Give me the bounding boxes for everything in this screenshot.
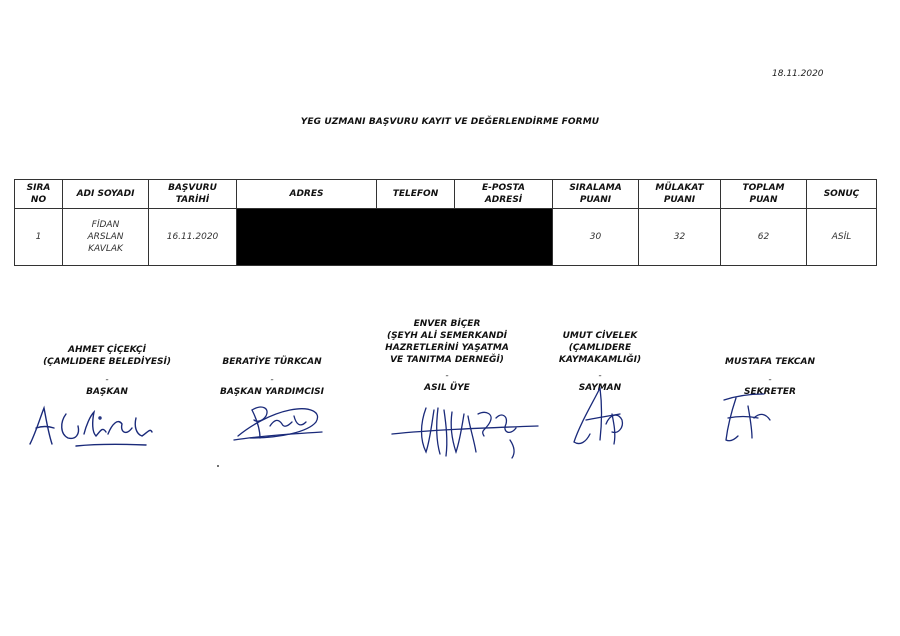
cell-mulakat-puani: 32 [639,209,721,266]
table-header-row [15,180,877,209]
stray-mark [217,465,219,467]
role-label: SAYMAN [578,383,622,393]
redacted-contact-block [237,209,553,266]
signatory-sayman: UMUT CİVELEK (ÇAMLIDERE KAYMAKAMLIĞI) - SAYMAN [520,330,680,394]
header-basvuru-tarihi: BAŞVURU TARİHİ [149,180,237,209]
signature-sekreter [718,388,778,448]
signature-asil-uye [390,400,540,462]
header-adres: ADRES [237,180,377,209]
signature-sayman [566,384,636,454]
cell-siralama-puani: 30 [553,209,639,266]
cell-sonuc: ASİL [807,209,877,266]
header-adi-soyadi: ADI SOYADI [63,180,149,209]
cell-adi-soyadi: FİDAN ARSLAN KAVLAK [63,209,149,266]
header-telefon: TELEFON [377,180,455,209]
document-date: 18.11.2020 [772,69,824,79]
header-siralama-puani: SIRALAMA PUANI [553,180,639,209]
application-table [14,179,877,266]
signatory-sekreter: MUSTAFA TEKCAN - SEKRETER [690,356,850,398]
header-mulakat-puani: MÜLAKAT PUANI [639,180,721,209]
header-sira-no: SIRA NO [15,180,63,209]
signatory-baskan: AHMET ÇİÇEKÇİ (ÇAMLIDERE BELEDİYESİ) - BAŞKAN [22,344,192,398]
cell-toplam-puan: 62 [721,209,807,266]
header-eposta: E-POSTA ADRESİ [455,180,553,209]
cell-sira-no: 1 [15,209,63,266]
document-title: YEG UZMANI BAŞVURU KAYIT VE DEĞERLENDİRME FORMU [300,117,600,127]
table-row [15,209,877,266]
signatory-baskan-yardimcisi: BERATİYE TÜRKCAN - BAŞKAN YARDIMCISI [192,356,352,398]
role-label: BAŞKAN [86,387,128,397]
header-toplam-puan: TOPLAM PUAN [721,180,807,209]
header-sonuc: SONUÇ [807,180,877,209]
cell-basvuru-tarihi: 16.11.2020 [149,209,237,266]
role-label: ASIL ÜYE [424,383,470,393]
role-label: BAŞKAN YARDIMCISI [219,387,325,397]
role-label: SEKRETER [744,387,796,397]
signature-baskan [26,404,156,450]
signatory-asil-uye: ENVER BİÇER (ŞEYH ALİ SEMERKANDİ HAZRETLERİNİ YAŞATMA VE TANITMA DERNEĞİ) - ASIL ÜYE [362,318,532,394]
signature-baskan-yardimcisi [230,396,330,444]
